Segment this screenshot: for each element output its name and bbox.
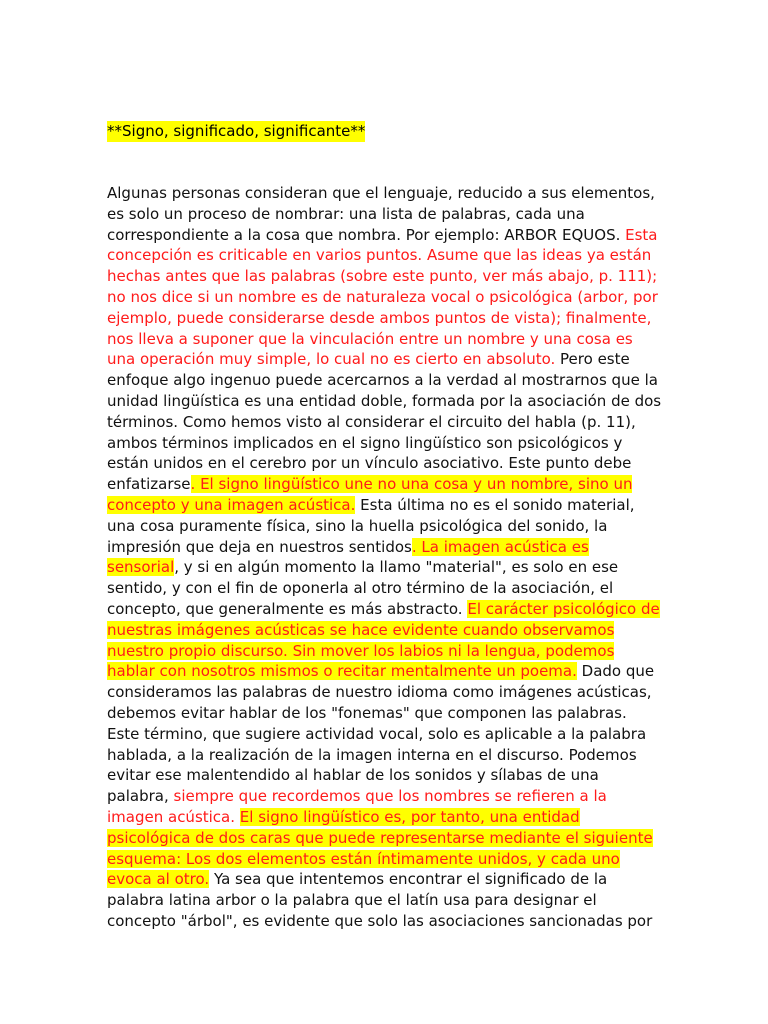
highlighted-text-segment: El carácter psicológico de nuestras imágenes acústicas se hace evidente cuando observamos nuestro propio discurso. Sin mover los labios ni la lengua, podemos hablar con nosotros mismos o recitar mentalmente un poema. (107, 599, 660, 681)
highlighted-text-segment: . El signo lingüístico une no una cosa y un nombre, sino un concepto y una imagen acústica. (107, 475, 633, 514)
red-text-segment: siempre que recordemos que los nombres se refieren a la imagen acústica. (107, 787, 607, 826)
highlighted-text-segment: . La imagen acústica es sensorial (107, 537, 589, 577)
document-heading: **Signo, significado, significante** (107, 122, 366, 140)
text-segment: Algunas personas consideran que el lenguaje, reducido a sus elementos, es solo un proceso de nombrar: una lista de palabras, cada una correspondiente a la cosa que nombra. Por ejemplo: ARBOR EQUOS. (107, 184, 655, 244)
highlighted-text-segment: El signo lingüístico es, por tanto, una entidad psicológica de dos caras que puede representarse mediante el siguiente esquema: Los dos elementos están íntimamente unidos, y cada uno evoca al otro. (107, 807, 653, 889)
text-segment: Pero este enfoque algo ingenuo puede acercarnos a la verdad al mostrarnos que la unidad lingüística es una entidad doble, formada por la asociación de dos términos. Como hemos visto al considerar el circuito del habla (p. 11), ambos términos implicados en el signo lingüístico son psicológicos y están unidos en el cerebro por un vínculo asociativo. Este punto debe enfatizarse (107, 350, 662, 494)
red-text-segment: Esta concepción es criticable en varios puntos. Asume que las ideas ya están hechas antes que las palabras (sobre este punto, ver más abajo, p. 111); no nos dice si un nombre es de naturaleza vocal o psicológica (arbor, por ejemplo, puede considerarse desde ambos puntos de vista); finalmente, nos lleva a suponer que la vinculación entre un nombre y una cosa es una operación muy simple, lo cual no es cierto en absoluto. (107, 225, 658, 369)
text-segment: , y si en algún momento la llamo "material", es solo en ese sentido, y con el fin de oponerla al otro término de la asociación, el concepto, que generalmente es más abstracto. (107, 558, 619, 618)
body-paragraph (107, 183, 662, 932)
text-segment: Dado que consideramos las palabras de nuestro idioma como imágenes acústicas, debemos evitar hablar de los "fonemas" que componen las palabras. Este término, que sugiere actividad vocal, solo es aplicable a la palabra hablada, a la realización de la imagen interna en el discurso. Podemos evitar ese malentendido al hablar de los sonidos y sílabas de una palabra, (107, 662, 655, 806)
text-segment: Esta última no es el sonido material, una cosa puramente física, sino la huella psicológica del sonido, la impresión que deja en nuestros sentidos (107, 495, 635, 556)
text-segment: Ya sea que intentemos encontrar el significado de la palabra latina arbor o la palabra que el latín usa para designar el concepto "árbol", es evidente que solo las asociaciones sancionadas por (107, 870, 653, 930)
